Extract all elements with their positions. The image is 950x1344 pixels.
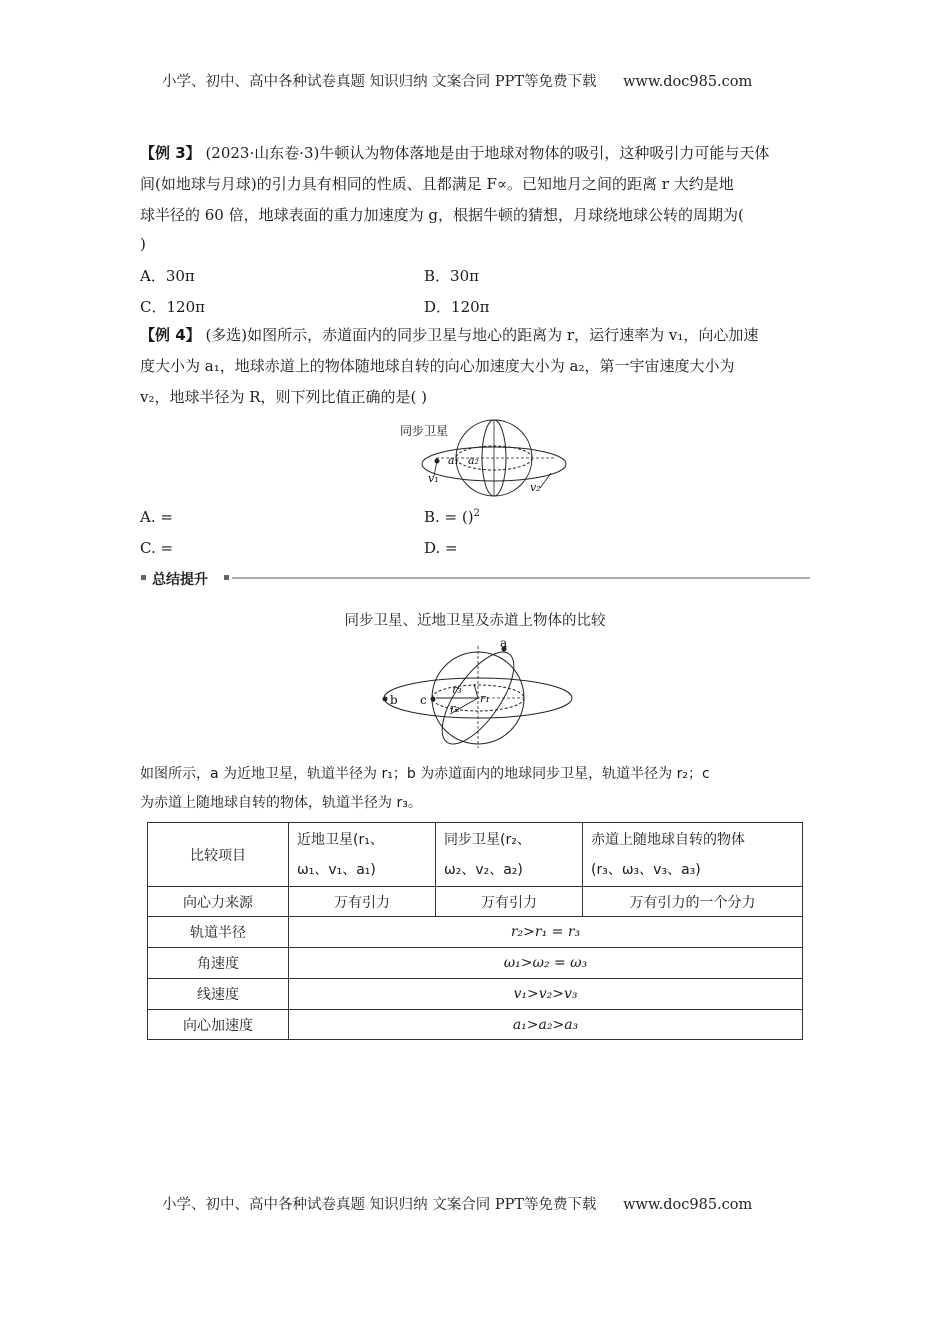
header-near-earth-line-2: ω₁、v₁、a₁): [297, 861, 376, 878]
example-3-line-4: ): [140, 235, 146, 253]
table-header-near-earth: [289, 823, 436, 887]
example-3-tag: 【例 3】: [140, 144, 201, 162]
footer-text: 小学、初中、高中各种试卷真题 知识归纳 文案合同 PPT等免费下载: [162, 1197, 597, 1213]
cell-force-near-earth: 万有引力: [289, 887, 436, 917]
row-label-force-source: 向心力来源: [148, 887, 289, 917]
example-4-line-3: v₂，地球半径为 R，则下列比值正确的是( ): [140, 388, 428, 406]
summary-title: 同步卫星、近地卫星及赤道上物体的比较: [344, 613, 606, 629]
fig-label-r2: r₂: [450, 702, 460, 715]
summary-description-line-2: 为赤道上随地球自转的物体，轨道半径为 r₃。: [140, 795, 422, 811]
table-row: [148, 887, 803, 917]
fig-label-r1: r₁: [480, 692, 490, 705]
row-label-linear-velocity: 线速度: [148, 979, 289, 1010]
fig-label-v2: v₂: [530, 481, 541, 494]
example-4-tag: 【例 4】: [140, 326, 201, 344]
table-header-row: [148, 823, 803, 887]
table-row: [148, 1010, 803, 1040]
header-equator-line-2: (r₃、ω₃、v₃、a₃): [591, 861, 701, 878]
fig-label-a2: a₂: [468, 454, 479, 467]
cell-centripetal-acceleration: a₁>a₂>a₃: [289, 1010, 803, 1040]
row-label-angular-velocity: 角速度: [148, 948, 289, 979]
header-text: 小学、初中、高中各种试卷真题 知识归纳 文案合同 PPT等免费下载: [162, 74, 597, 90]
fig-label-c: c: [420, 693, 427, 707]
header-equator-line-1: 赤道上随地球自转的物体: [591, 831, 745, 848]
example-3-option-b: B．30π: [424, 267, 479, 285]
summary-bullet-left: [141, 575, 146, 580]
row-label-centripetal-acceleration: 向心加速度: [148, 1010, 289, 1040]
comparison-table: [147, 822, 803, 1040]
example-4-option-a: A. =: [140, 508, 173, 526]
example-3-text: (2023·山东卷·3)牛顿认为物体落地是由于地球对物体的吸引，这种吸引力可能与天体: [205, 144, 770, 162]
summary-divider: [232, 577, 810, 579]
cell-force-equator: 万有引力的一个分力: [583, 887, 803, 917]
comparison-figure: [376, 636, 576, 748]
example-3-line-1: [140, 138, 769, 169]
row-label-orbit-radius: 轨道半径: [148, 917, 289, 948]
header-near-earth-line-1: 近地卫星(r₁、: [297, 831, 384, 848]
example-3-option-a: A．30π: [140, 267, 195, 285]
page-header: [162, 70, 752, 91]
fig-label-a: a: [500, 636, 508, 650]
example-3-line-3: 球半径的 60 倍，地球表面的重力加速度为 g，根据牛顿的猜想，月球绕地球公转的周期为(: [140, 206, 744, 224]
sync-satellite-figure: [396, 418, 586, 498]
header-url[interactable]: www.doc985.com: [623, 74, 753, 90]
table-header-synchronous: [436, 823, 583, 887]
cell-orbit-radius: r₂>r₁ = r₃: [289, 917, 803, 948]
example-4-option-b: [424, 508, 480, 526]
fig-label-r3: r₃: [452, 683, 462, 696]
page-footer: [162, 1193, 752, 1214]
example-3-option-d: D．120π: [424, 298, 490, 316]
summary-bullet-right: [224, 575, 229, 580]
example-4-line-2: 度大小为 a₁，地球赤道上的物体随地球自转的向心加速度大小为 a₂，第一宇宙速度大小为: [140, 357, 735, 375]
fig-label-b: b: [390, 693, 398, 707]
table-row: [148, 917, 803, 948]
example-4-line-1: [140, 320, 758, 351]
cell-angular-velocity: ω₁>ω₂ = ω₃: [289, 948, 803, 979]
cell-linear-velocity: v₁>v₂>v₃: [289, 979, 803, 1010]
table-header-equator-object: [583, 823, 803, 887]
example-4-option-d: D. =: [424, 539, 458, 557]
cell-force-sync: 万有引力: [436, 887, 583, 917]
example-4-option-c: C. =: [140, 539, 174, 557]
example-3-line-2: 间(如地球与月球)的引力具有相同的性质、且都满足 F∝。已知地月之间的距离 r 大约是地: [140, 175, 734, 193]
option-b-superscript: 2: [473, 508, 480, 519]
summary-description-line-1: 如图所示，a 为近地卫星，轨道半径为 r₁；b 为赤道面内的地球同步卫星，轨道半径为 r₂；c: [140, 766, 710, 782]
summary-heading: 总结提升: [152, 572, 208, 588]
footer-url[interactable]: www.doc985.com: [623, 1197, 753, 1213]
header-sync-line-2: ω₂、v₂、a₂): [444, 861, 523, 878]
option-b-text: B. = (): [424, 508, 474, 526]
table-row: [148, 948, 803, 979]
table-row: [148, 979, 803, 1010]
fig-label-sync-satellite: 同步卫星: [400, 424, 449, 438]
example-3-option-c: C．120π: [140, 298, 205, 316]
header-sync-line-1: 同步卫星(r₂、: [444, 831, 531, 848]
fig-label-v1: v₁: [428, 472, 439, 485]
fig-label-a1: a₁: [448, 454, 459, 467]
table-header-item: 比较项目: [148, 823, 289, 887]
example-4-text: (多选)如图所示，赤道面内的同步卫星与地心的距离为 r，运行速率为 v₁，向心加速: [205, 326, 759, 344]
